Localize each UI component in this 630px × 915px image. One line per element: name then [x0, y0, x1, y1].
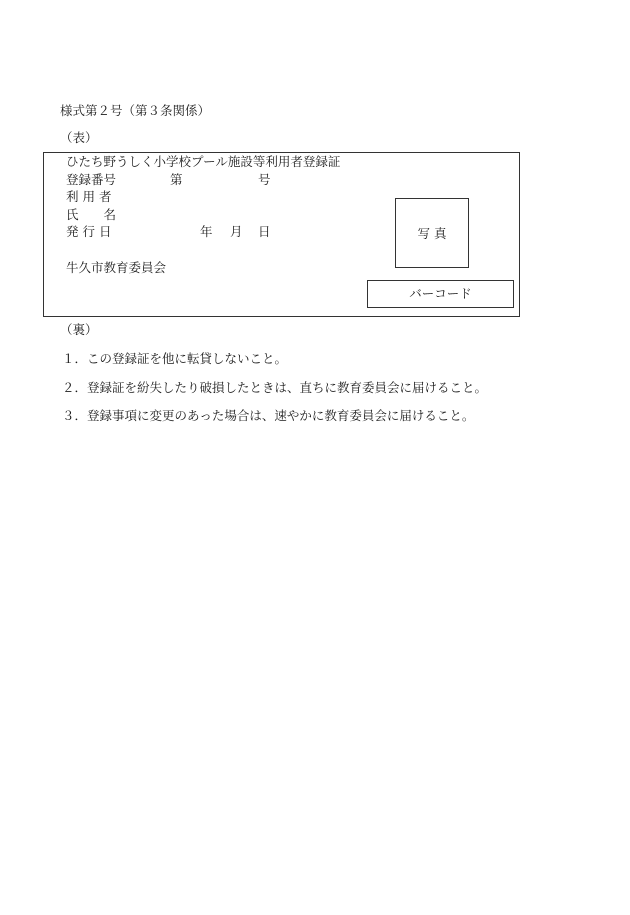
note-item: ２．登録証を紛失したり破損したときは、直ちに教育委員会に届けること。 [62, 380, 488, 395]
front-side-label: （表） [60, 130, 98, 145]
note-item: １．この登録証を他に転貸しないこと。 [62, 351, 288, 366]
issue-date-label: 発 行 日 [66, 224, 112, 239]
issue-year-unit: 年 [200, 224, 213, 239]
issue-month-unit: 月 [230, 224, 243, 239]
name-label: 氏 名 [66, 207, 117, 222]
barcode-box [367, 280, 514, 308]
registration-number-prefix: 第 [170, 172, 183, 187]
registration-number-suffix: 号 [258, 172, 271, 187]
user-label: 利 用 者 [66, 189, 112, 204]
issuer-name: 牛久市教育委員会 [66, 260, 167, 275]
registration-card [43, 152, 520, 317]
card-title: ひたち野うしく小学校プール施設等利用者登録証 [66, 154, 341, 169]
issue-day-unit: 日 [258, 224, 271, 239]
barcode-label: バーコード [409, 286, 472, 301]
photo-box [395, 198, 469, 268]
back-side-label: （裏） [60, 322, 98, 337]
note-item: ３．登録事項に変更のあった場合は、速やかに教育委員会に届けること。 [62, 408, 475, 423]
photo-label: 写 真 [417, 226, 447, 241]
form-title: 様式第２号（第３条関係） [60, 103, 211, 118]
registration-number-label: 登録番号 [66, 172, 117, 187]
